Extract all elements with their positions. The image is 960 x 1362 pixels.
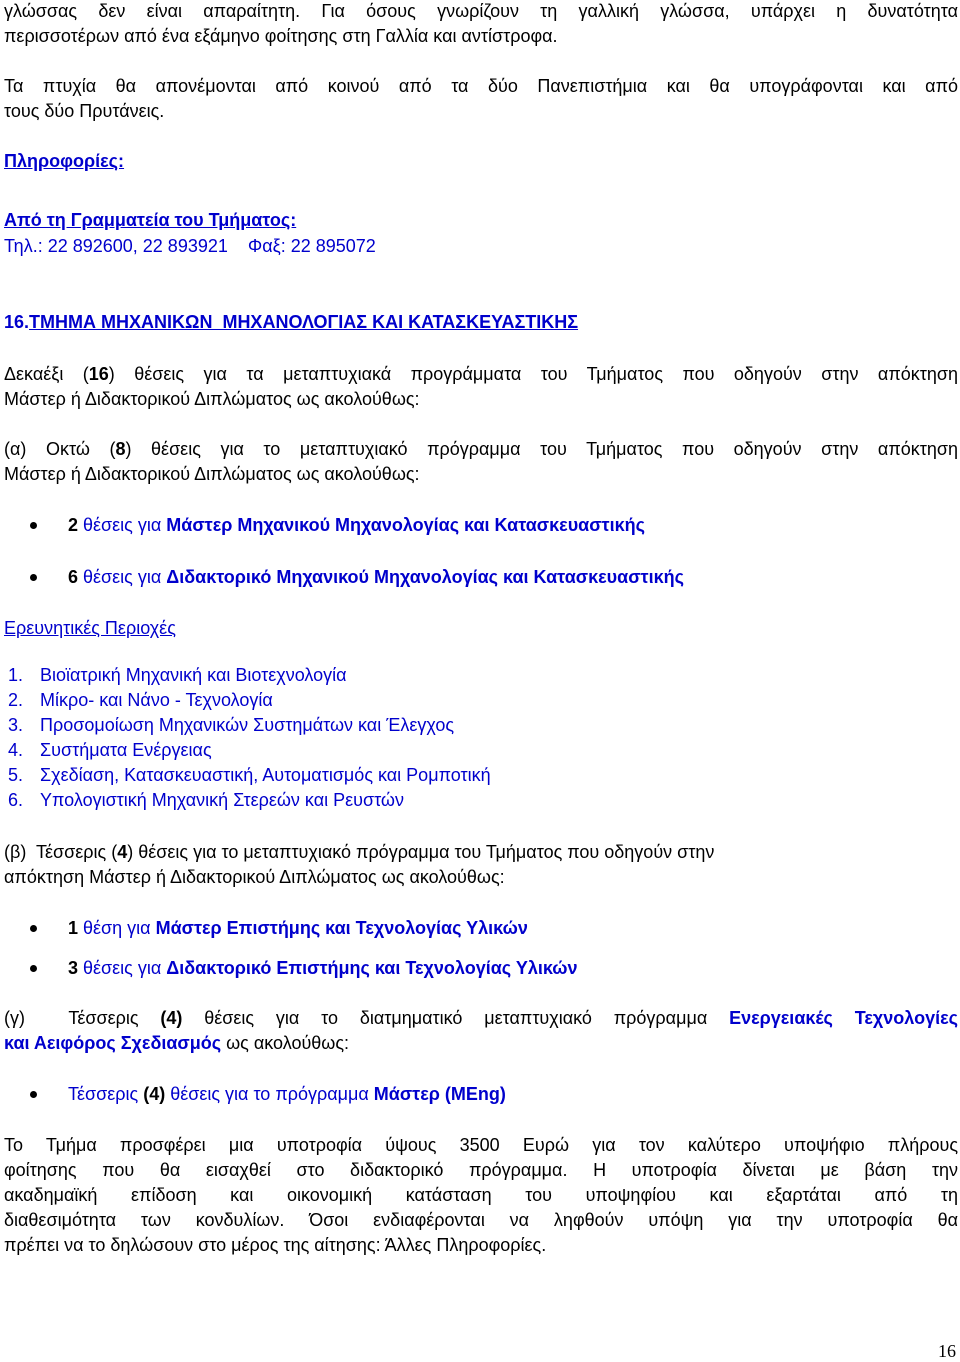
list-item: 4. Συστήματα Ενέργειας [8, 740, 212, 760]
bullet-item: 1 θέση για Μάστερ Επιστήμης και Τεχνολογίας Υλικών [4, 917, 958, 939]
bullet-item: 3 θέσεις για Διδακτορικό Επιστήμης και Τεχνολογίας Υλικών [4, 957, 958, 979]
scholarship-line-5: πρέπει να το δηλώσουν στο μέρος της αίτησης: Άλλες Πληροφορίες. [4, 1235, 547, 1255]
list-item: 5. Σχεδίαση, Κατασκευαστική, Αυτοματισμός και Ρομποτική [8, 765, 491, 785]
section-number: 16. [4, 312, 30, 332]
section-intro-line-2: Μάστερ ή Διδακτορικού Διπλώματος ως ακολούθως: [4, 389, 420, 409]
bullet-item: Τέσσερις (4) θέσεις για το πρόγραμμα Μάστερ (MEng) [4, 1083, 958, 1105]
section-heading: ΤΜΗΜΑ ΜΗΧΑΝΙΚΩΝ ΜΗΧΑΝΟΛΟΓΙΑΣ ΚΑΙ ΚΑΤΑΣΚΕΥΑΣΤΙΚΗΣ [29, 312, 579, 332]
research-list [0, 663, 491, 813]
part-a-line-1: (α) Οκτώ (8) θέσεις για το μεταπτυχιακό πρόγραμμα του Τμήματος που οδηγούν στην απόκτηση [4, 439, 958, 459]
info-heading: Πληροφορίες: [4, 151, 125, 171]
bullet-icon [30, 522, 37, 529]
section-intro-line-1: Δεκαέξι (16) θέσεις για τα μεταπτυχιακά προγράμματα του Τμήματος που οδηγούν στην απόκτηση [4, 364, 959, 384]
bullet-icon [30, 574, 37, 581]
bullet-icon [30, 925, 37, 932]
intro-line-2: περισσοτέρων από ένα εξάμηνο φοίτησης στη Γαλλία και αντίστροφα. [4, 26, 558, 46]
intro-line-1: γλώσσας δεν είναι απαραίτητη. Για όσους γνωρίζουν τη γαλλική γλώσσα, υπάρχει η δυνατότητα [4, 1, 958, 21]
list-item: 1. Βιοϊατρική Μηχανική και Βιοτεχνολογία [8, 665, 347, 685]
part-c-line-1: (γ) Τέσσερις (4) θέσεις για το διατμηματικό μεταπτυχιακό πρόγραμμα Ενεργειακές Τεχνολογίες [4, 1008, 959, 1028]
part-b-line-1: (β) Τέσσερις (4) θέσεις για το μεταπτυχιακό πρόγραμμα του Τμήματος που οδηγούν στην [4, 842, 715, 862]
contact-phone: Τηλ.: 22 892600, 22 893921 Φαξ: 22 895072 [4, 236, 376, 256]
part-b-line-2: απόκτηση Μάστερ ή Διδακτορικού Διπλώματος ως ακολούθως: [4, 867, 505, 887]
list-item: 3. Προσομοίωση Μηχανικών Συστημάτων και Έλεγχος [8, 715, 454, 735]
scholarship-line-2: φοίτησης που θα εισαχθεί στο διδακτορικό πρόγραμμα. Η υποτροφία δίνεται με βάση την [4, 1160, 958, 1180]
section-title [4, 311, 578, 333]
list-item: 6. Υπολογιστική Μηχανική Στερεών και Ρευστών [8, 790, 404, 810]
page-number: 16 [938, 1341, 956, 1361]
scholarship-line-3: ακαδημαϊκή επίδοση και οικονομική κατάσταση του υποψηφίου και εξαρτάται από τη [4, 1185, 958, 1205]
part-c-line-2: και Αειφόρος Σχεδιασμός ως ακολούθως: [4, 1033, 350, 1053]
intro-line-4: τους δύο Πρυτάνεις. [4, 101, 165, 121]
research-heading: Ερευνητικές Περιοχές [4, 618, 176, 638]
secretariat-heading: Από τη Γραμματεία του Τμήματος: [4, 210, 297, 230]
part-a-line-2: Μάστερ ή Διδακτορικού Διπλώματος ως ακολούθως: [4, 464, 420, 484]
bullet-item: 2 θέσεις για Μάστερ Μηχανικού Μηχανολογίας και Κατασκευαστικής [4, 514, 958, 536]
intro-line-3: Τα πτυχία θα απονέμονται από κοινού από τα δύο Πανεπιστήμια και θα υπογράφονται και από [4, 76, 958, 96]
list-item: 2. Μίκρο- και Νάνο - Τεχνολογία [8, 690, 273, 710]
bullet-icon [30, 1091, 37, 1098]
bullet-item: 6 θέσεις για Διδακτορικό Μηχανικού Μηχανολογίας και Κατασκευαστικής [4, 566, 958, 588]
scholarship-line-4: διαθεσιμότητα των κονδυλίων. Όσοι ενδιαφέρονται να ληφθούν υπόψη για την υποτροφία θα [4, 1210, 958, 1230]
scholarship-line-1: Το Τμήμα προσφέρει μια υποτροφία ύψους 3500 Ευρώ για τον καλύτερο υποψήφιο πλήρους [4, 1135, 958, 1155]
bullet-icon [30, 965, 37, 972]
